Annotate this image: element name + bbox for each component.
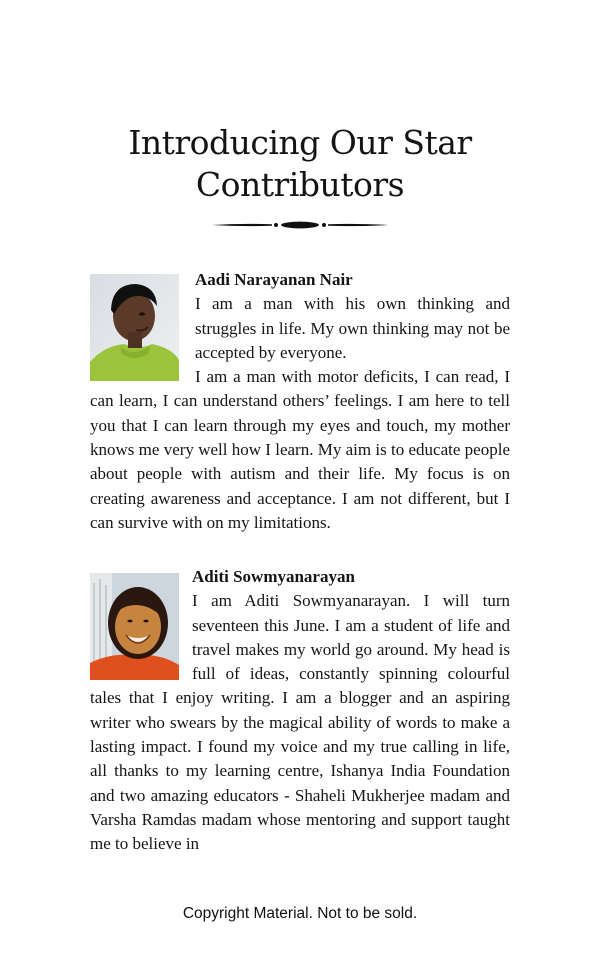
contributor-bio-paragraph: I am a man with motor deficits, I can read, I can learn, I can understand others’ feelings. I am here to tell you that I can learn through my eyes and touch, my mother knows me very well how I learn. My aim is to educate people about people with autism and their life. My focus is on creating awareness and acceptance. I am not different, but I can survive with on my limitations.: [90, 367, 510, 532]
contributor-aadi: [90, 268, 510, 535]
contributor-photo-aadi: [90, 274, 179, 381]
page-title-line-1: Introducing Our Star: [128, 123, 472, 162]
contributor-name: Aadi Narayanan Nair: [195, 270, 353, 289]
contributor-bio-paragraph: I am a man with his own thinking and struggles in life. My own thinking may not be accepted by everyone.: [195, 294, 510, 362]
contributor-bio-paragraph: I am Aditi Sowmyanarayan. I will turn seventeen this June. I am a student of life and travel makes my world go around. My head is full of ideas, constantly spinning colourful tales that I enjoy writing. I am a blogger and an aspiring writer who swears by the magical ability of words to make a lasting impact. I found my voice and my true calling in life, all thanks to my learning centre, Ishanya India Foundation and two amazing educators - Shaheli Mukherjee madam and Varsha Ramdas madam whose mentoring and support taught me to believe in: [90, 591, 510, 854]
contributor-photo-aditi: [90, 573, 179, 680]
page-title: [0, 122, 600, 206]
copyright-footer: Copyright Material. Not to be sold.: [182, 905, 418, 922]
divider-ornament: [212, 217, 388, 233]
contributor-name: Aditi Sowmyanarayan: [192, 567, 355, 586]
page-title-line-2: Contributors: [195, 165, 405, 204]
contributor-aditi: [90, 565, 510, 857]
